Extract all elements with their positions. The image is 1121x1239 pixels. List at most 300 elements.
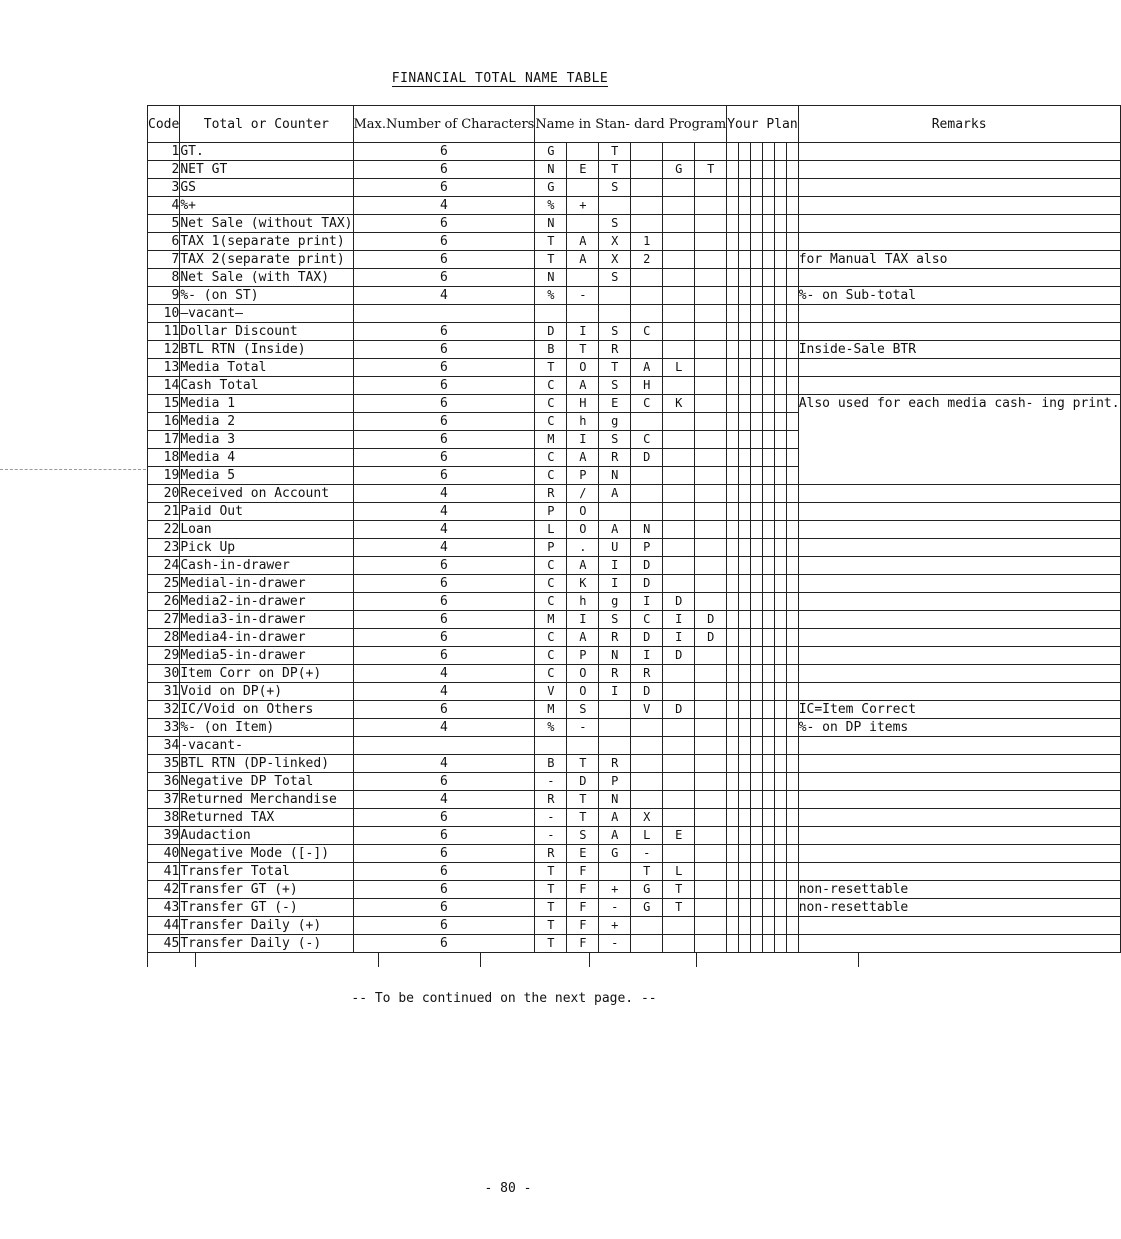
row-char-cell: I [599,575,631,593]
row-plan-cell [786,557,798,575]
row-plan-cell [739,449,751,467]
row-max-chars: 6 [353,449,535,467]
table-row [148,485,1121,503]
row-plan-cell [786,575,798,593]
row-char-cell: X [599,251,631,269]
row-char-cell [695,485,727,503]
row-plan-cell [762,485,774,503]
row-total-name: Returned TAX [180,809,353,827]
row-plan-cell [751,575,763,593]
row-plan-cell [739,683,751,701]
row-remark: %- on Sub-total [798,287,1120,305]
table-bottom-ticks [147,953,859,967]
row-plan-cell [774,377,786,395]
row-plan-cell [786,791,798,809]
row-plan-cell [786,827,798,845]
row-plan-cell [739,647,751,665]
row-char-cell: D [535,323,567,341]
row-char-cell: A [599,521,631,539]
row-char-cell [535,737,567,755]
row-plan-cell [751,359,763,377]
row-plan-cell [786,179,798,197]
margin-line [0,469,146,470]
row-char-cell: D [663,647,695,665]
row-char-cell: T [535,935,567,953]
row-char-cell [663,179,695,197]
row-total-name: Transfer Total [180,863,353,881]
row-char-cell: C [535,629,567,647]
row-char-cell: C [535,647,567,665]
row-plan-cell [762,683,774,701]
row-max-chars: 6 [353,935,535,953]
row-char-cell: T [599,161,631,179]
row-char-cell [695,521,727,539]
row-plan-cell [739,863,751,881]
row-char-cell [567,179,599,197]
row-plan-cell [739,359,751,377]
row-plan-cell [774,233,786,251]
row-plan-cell [751,377,763,395]
row-plan-cell [739,737,751,755]
row-char-cell [695,665,727,683]
row-plan-cell [786,449,798,467]
row-plan-cell [751,737,763,755]
row-char-cell: T [631,863,663,881]
row-plan-cell [762,935,774,953]
row-char-cell: R [599,449,631,467]
row-char-cell: T [535,251,567,269]
row-plan-cell [727,251,739,269]
row-plan-cell [786,323,798,341]
row-plan-cell [739,143,751,161]
row-char-cell: D [695,611,727,629]
row-char-cell [695,143,727,161]
row-total-name: Loan [180,521,353,539]
row-plan-cell [774,647,786,665]
row-char-cell: % [535,719,567,737]
row-char-cell: D [631,557,663,575]
row-char-cell: L [631,827,663,845]
row-char-cell: E [663,827,695,845]
row-char-cell [663,575,695,593]
row-plan-cell [751,179,763,197]
row-plan-cell [762,323,774,341]
row-max-chars: 6 [353,323,535,341]
row-plan-cell [727,485,739,503]
row-char-cell: N [599,467,631,485]
row-remark [798,539,1120,557]
row-remark [798,809,1120,827]
row-plan-cell [786,647,798,665]
row-char-cell [663,503,695,521]
row-plan-cell [774,143,786,161]
row-char-cell: R [535,485,567,503]
row-plan-cell [727,755,739,773]
row-char-cell [631,413,663,431]
row-plan-cell [786,755,798,773]
row-char-cell [663,773,695,791]
row-plan-cell [727,431,739,449]
row-total-name: Paid Out [180,503,353,521]
row-plan-cell [727,341,739,359]
table-row [148,845,1121,863]
row-char-cell [631,143,663,161]
row-code: 24 [148,557,180,575]
row-plan-cell [739,485,751,503]
row-char-cell: C [535,395,567,413]
table-row [148,755,1121,773]
row-char-cell [631,161,663,179]
row-total-name: Negative DP Total [180,773,353,791]
row-char-cell: I [663,611,695,629]
row-char-cell [695,431,727,449]
row-plan-cell [727,773,739,791]
row-plan-cell [751,467,763,485]
row-plan-cell [762,431,774,449]
row-plan-cell [774,521,786,539]
row-plan-cell [727,881,739,899]
row-char-cell: O [567,359,599,377]
row-char-cell: H [631,377,663,395]
row-code: 13 [148,359,180,377]
row-remark: IC=Item Correct [798,701,1120,719]
row-plan-cell [786,467,798,485]
row-char-cell: T [535,863,567,881]
row-total-name: Received on Account [180,485,353,503]
row-char-cell [695,881,727,899]
row-plan-cell [751,611,763,629]
row-total-name: NET GT [180,161,353,179]
row-char-cell: T [535,917,567,935]
row-char-cell: M [535,611,567,629]
row-plan-cell [786,737,798,755]
row-char-cell [631,215,663,233]
row-code: 30 [148,665,180,683]
row-plan-cell [739,755,751,773]
row-plan-cell [751,917,763,935]
row-char-cell: P [567,467,599,485]
row-char-cell: C [631,431,663,449]
row-char-cell [695,467,727,485]
row-total-name: Media 2 [180,413,353,431]
row-max-chars: 6 [353,845,535,863]
row-char-cell [695,323,727,341]
row-plan-cell [774,899,786,917]
row-char-cell: H [567,395,599,413]
row-char-cell [695,503,727,521]
row-char-cell: B [535,755,567,773]
row-total-name: TAX 1(separate print) [180,233,353,251]
row-max-chars: 6 [353,629,535,647]
row-max-chars: 6 [353,269,535,287]
row-char-cell: T [535,359,567,377]
row-char-cell [663,323,695,341]
row-plan-cell [727,737,739,755]
row-char-cell: R [599,341,631,359]
row-char-cell: T [695,161,727,179]
row-code: 10 [148,305,180,323]
row-plan-cell [786,917,798,935]
row-char-cell [663,521,695,539]
row-char-cell: C [631,611,663,629]
row-total-name: GT. [180,143,353,161]
row-max-chars: 6 [353,467,535,485]
row-char-cell: F [567,935,599,953]
row-plan-cell [751,791,763,809]
row-char-cell: L [535,521,567,539]
row-plan-cell [727,629,739,647]
row-plan-cell [751,197,763,215]
row-max-chars: 6 [353,647,535,665]
row-plan-cell [762,755,774,773]
row-plan-cell [751,287,763,305]
row-plan-cell [751,665,763,683]
row-plan-cell [786,701,798,719]
page-title [0,71,1000,86]
row-code: 25 [148,575,180,593]
row-code: 28 [148,629,180,647]
row-plan-cell [786,197,798,215]
row-max-chars: 6 [353,179,535,197]
row-char-cell [567,215,599,233]
row-char-cell: T [599,359,631,377]
row-plan-cell [727,899,739,917]
row-plan-cell [786,161,798,179]
row-char-cell: I [663,629,695,647]
row-char-cell: G [535,143,567,161]
row-plan-cell [774,791,786,809]
row-plan-cell [774,827,786,845]
row-plan-cell [786,431,798,449]
row-char-cell: C [535,593,567,611]
row-plan-cell [786,521,798,539]
row-plan-cell [751,503,763,521]
row-plan-cell [786,683,798,701]
row-plan-cell [751,341,763,359]
row-code: 6 [148,233,180,251]
row-char-cell: I [599,557,631,575]
row-total-name: Media 4 [180,449,353,467]
row-total-name: Cash Total [180,377,353,395]
row-code: 26 [148,593,180,611]
row-char-cell [695,755,727,773]
table-row [148,197,1121,215]
row-remark: non-resettable [798,881,1120,899]
row-plan-cell [774,395,786,413]
row-plan-cell [727,377,739,395]
row-plan-cell [739,809,751,827]
row-char-cell: A [567,233,599,251]
row-char-cell: S [599,611,631,629]
row-plan-cell [786,539,798,557]
table-row [148,233,1121,251]
row-plan-cell [727,521,739,539]
row-total-name: Media4-in-drawer [180,629,353,647]
table-row [148,593,1121,611]
row-max-chars: 6 [353,233,535,251]
row-plan-cell [786,413,798,431]
row-char-cell [695,395,727,413]
row-remark [798,521,1120,539]
row-char-cell: - [599,935,631,953]
row-char-cell: R [535,791,567,809]
row-char-cell: V [535,683,567,701]
row-char-cell [599,737,631,755]
row-char-cell: O [567,665,599,683]
row-code: 23 [148,539,180,557]
row-char-cell: F [567,917,599,935]
row-char-cell: G [631,899,663,917]
row-code: 45 [148,935,180,953]
row-char-cell: C [535,467,567,485]
row-plan-cell [786,593,798,611]
row-char-cell: D [567,773,599,791]
row-plan-cell [727,269,739,287]
row-max-chars: 6 [353,341,535,359]
row-remark [798,269,1120,287]
row-plan-cell [727,287,739,305]
row-char-cell [663,755,695,773]
row-plan-cell [774,431,786,449]
table-row [148,323,1121,341]
row-total-name: Media2-in-drawer [180,593,353,611]
row-plan-cell [774,467,786,485]
row-plan-cell [751,161,763,179]
row-char-cell [631,503,663,521]
row-char-cell: O [567,683,599,701]
row-char-cell: B [535,341,567,359]
row-plan-cell [739,917,751,935]
row-char-cell [663,809,695,827]
row-plan-cell [774,359,786,377]
row-char-cell [663,215,695,233]
row-plan-cell [774,287,786,305]
row-plan-cell [786,341,798,359]
row-max-chars: 4 [353,521,535,539]
row-plan-cell [762,359,774,377]
row-plan-cell [739,557,751,575]
row-code: 19 [148,467,180,485]
row-plan-cell [739,539,751,557]
row-plan-cell [739,521,751,539]
row-total-name: Audaction [180,827,353,845]
row-plan-cell [751,863,763,881]
row-char-cell: E [599,395,631,413]
row-total-name: Void on DP(+) [180,683,353,701]
row-char-cell: P [535,503,567,521]
row-remark [798,863,1120,881]
row-char-cell [663,287,695,305]
row-char-cell: I [599,683,631,701]
table-row [148,215,1121,233]
row-remark [798,143,1120,161]
row-max-chars: 6 [353,593,535,611]
row-plan-cell [739,269,751,287]
row-char-cell [695,863,727,881]
row-plan-cell [762,737,774,755]
row-plan-cell [762,791,774,809]
row-code: 21 [148,503,180,521]
row-char-cell [631,485,663,503]
row-remark [798,737,1120,755]
row-char-cell: L [663,863,695,881]
table-row [148,341,1121,359]
row-char-cell: N [599,647,631,665]
row-char-cell [631,197,663,215]
table-row [148,701,1121,719]
row-plan-cell [727,503,739,521]
row-char-cell [695,305,727,323]
row-plan-cell [762,269,774,287]
row-code: 1 [148,143,180,161]
row-code: 7 [148,251,180,269]
row-char-cell: D [631,575,663,593]
table-row [148,791,1121,809]
row-char-cell [695,377,727,395]
row-plan-cell [751,521,763,539]
row-char-cell: O [567,521,599,539]
row-char-cell: E [567,161,599,179]
row-total-name: Returned Merchandise [180,791,353,809]
row-plan-cell [762,395,774,413]
row-plan-cell [727,935,739,953]
row-char-cell [695,341,727,359]
row-max-chars: 4 [353,197,535,215]
row-plan-cell [751,881,763,899]
row-plan-cell [751,395,763,413]
row-plan-cell [774,539,786,557]
row-char-cell: X [599,233,631,251]
row-char-cell: L [663,359,695,377]
row-plan-cell [751,845,763,863]
row-plan-cell [727,827,739,845]
row-char-cell [695,683,727,701]
row-total-name: Net Sale (without TAX) [180,216,353,231]
row-remark [798,503,1120,521]
row-char-cell: - [535,773,567,791]
row-plan-cell [727,557,739,575]
row-char-cell [663,737,695,755]
row-char-cell: A [567,629,599,647]
row-char-cell: % [535,287,567,305]
table-row [148,521,1121,539]
continued-note: -- To be continued on the next page. -- [351,991,657,1006]
row-plan-cell [739,701,751,719]
row-plan-cell [774,593,786,611]
row-char-cell: T [567,341,599,359]
row-plan-cell [739,305,751,323]
row-char-cell: I [631,647,663,665]
row-plan-cell [751,251,763,269]
row-plan-cell [727,809,739,827]
table-row [148,305,1121,323]
row-code: 41 [148,863,180,881]
row-remark [798,359,1120,377]
row-plan-cell [774,719,786,737]
row-total-name: %+ [180,197,353,215]
row-max-chars: 6 [353,431,535,449]
row-plan-cell [774,683,786,701]
row-plan-cell [739,827,751,845]
row-char-cell: N [535,215,567,233]
row-plan-cell [786,665,798,683]
row-char-cell: A [599,827,631,845]
row-total-name: Negative Mode ([-]) [180,845,353,863]
row-char-cell: + [599,881,631,899]
row-remark [798,197,1120,215]
row-char-cell: G [631,881,663,899]
table-row [148,503,1121,521]
